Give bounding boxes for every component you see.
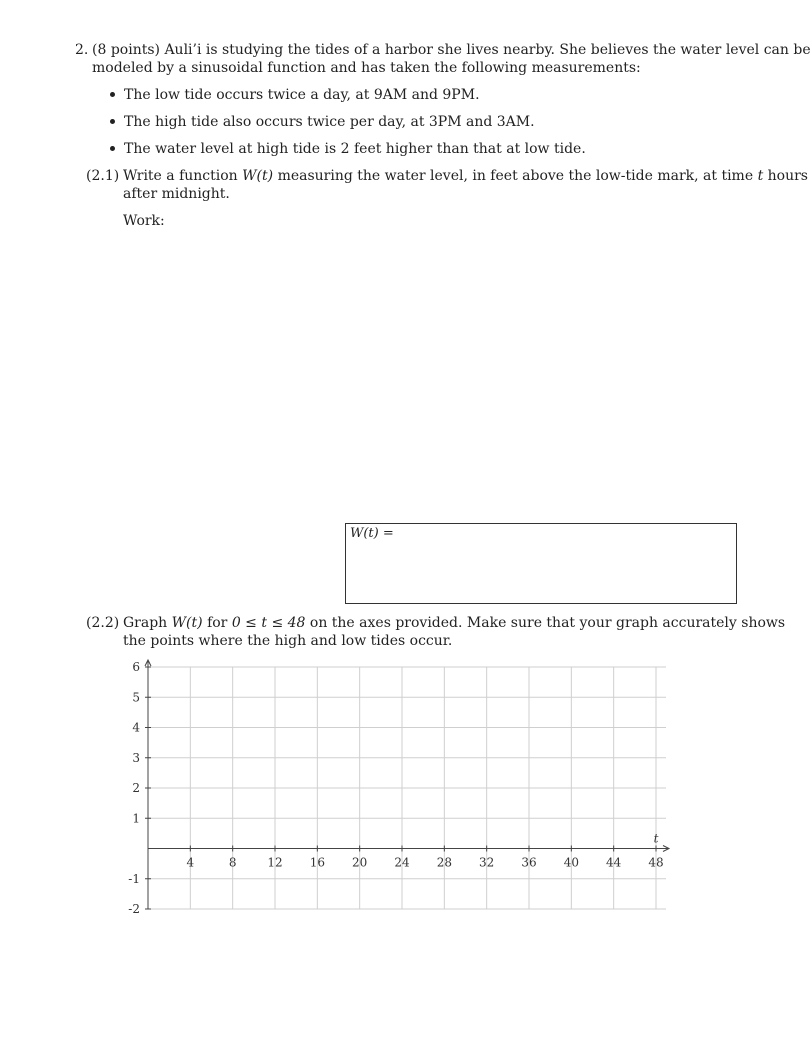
problem-intro-line2: modeled by a sinusoidal function and has taken the following measurements: <box>92 60 641 76</box>
part2-label: (2.2) <box>86 615 120 631</box>
y-tick-label: 6 <box>132 660 140 674</box>
y-tick-label: 5 <box>132 690 140 705</box>
problem-number: 2. <box>75 42 89 58</box>
bullet-low-tide: The low tide occurs twice a day, at 9AM and 9PM. <box>124 87 480 103</box>
function-w-of-t: W(t) <box>171 615 203 631</box>
problem-intro-text: Auli’i is studying the tides of a harbor she lives nearby. She believes the water level can be <box>164 42 811 58</box>
part2-question-line2: the points where the high and low tides occur. <box>123 633 453 649</box>
bullet-water-level: The water level at high tide is 2 feet higher than that at low tide. <box>124 141 586 157</box>
variable-t: t <box>757 168 764 184</box>
x-tick-label: 48 <box>648 855 664 870</box>
x-tick-label: 20 <box>352 855 368 870</box>
x-tick-label: 24 <box>394 855 410 870</box>
problem-points: (8 points) <box>92 42 160 58</box>
answer-label: W(t) = <box>350 526 394 541</box>
domain-condition: 0 ≤ t ≤ 48 <box>231 615 306 631</box>
y-tick-label: 2 <box>132 781 140 795</box>
function-w-of-t: W(t) <box>242 168 274 184</box>
x-tick-label: 40 <box>563 855 579 870</box>
part1-label: (2.1) <box>86 168 120 184</box>
part2-question-line1: Graph W(t) for 0 ≤ t ≤ 48 on the axes provided. Make sure that your graph accurately shows <box>123 615 786 631</box>
part1-question-line2: after midnight. <box>123 186 230 202</box>
x-tick-label: 44 <box>606 855 622 870</box>
bullet-high-tide: The high tide also occurs twice per day, at 3PM and 3AM. <box>124 114 535 130</box>
y-tick-label: 1 <box>132 811 140 826</box>
x-tick-label: 8 <box>228 855 237 870</box>
y-tick-label: 3 <box>132 750 140 765</box>
part1-question-line1: Write a function W(t) measuring the water level, in feet above the low-tide mark, at time t hours <box>123 168 808 184</box>
work-label: Work: <box>123 213 165 229</box>
x-tick-label: 16 <box>309 855 325 870</box>
x-axis-label: t <box>653 831 659 846</box>
grid <box>148 667 666 909</box>
y-tick-label: -2 <box>128 902 140 916</box>
x-tick-label: 12 <box>267 855 283 870</box>
y-tick-label: 4 <box>132 720 140 735</box>
y-tick-label: -1 <box>128 871 140 886</box>
x-tick-label: 28 <box>436 855 452 870</box>
x-tick-label: 32 <box>479 855 495 870</box>
x-tick-label: 36 <box>521 855 537 870</box>
x-tick-label: 4 <box>186 855 195 870</box>
